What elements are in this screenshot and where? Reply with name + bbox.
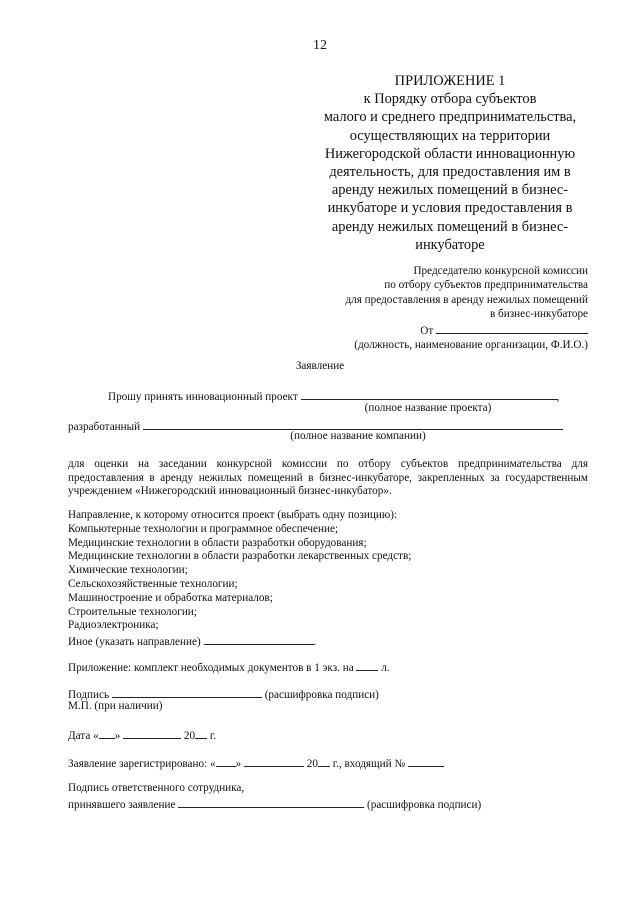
registration-month-field[interactable] bbox=[244, 755, 304, 767]
list-item: Строительные технологии; bbox=[68, 605, 197, 618]
appendix-line: деятельность, для предоставления им в bbox=[329, 164, 571, 181]
registration-close-quote: » bbox=[235, 758, 242, 770]
responsible-label: принявшего заявление bbox=[68, 799, 176, 811]
request-row bbox=[108, 388, 559, 403]
signature-decode: (расшифровка подписи) bbox=[264, 689, 379, 701]
directions-heading: Направление, к которому относится проект (выбрать одну позицию): bbox=[68, 509, 398, 521]
appendix-line: Нижегородской области инновационную bbox=[324, 145, 576, 162]
appendix-line: малого и среднего предпринимательства, bbox=[323, 109, 577, 126]
signature-label: Подпись bbox=[68, 689, 110, 701]
responsible-decode: (расшифровка подписи) bbox=[367, 799, 482, 811]
appendix-line: инкубаторе и условия предоставления в bbox=[327, 200, 573, 217]
addressee-line: Председателю конкурсной комиссии bbox=[413, 265, 588, 277]
responsible-line1: Подпись ответственного сотрудника, bbox=[68, 782, 245, 794]
appendix-line: ПРИЛОЖЕНИЕ 1 bbox=[394, 73, 506, 89]
developed-label: разработанный bbox=[68, 421, 141, 433]
addressee-line: в бизнес-инкубаторе bbox=[489, 308, 588, 321]
registration-number-field[interactable] bbox=[408, 755, 444, 767]
request-suffix: , bbox=[556, 391, 560, 403]
company-name-field[interactable] bbox=[143, 418, 563, 430]
addressee-block bbox=[345, 264, 588, 352]
from-hint: (должность, наименование организации, Ф.И.О.) bbox=[354, 339, 588, 352]
date-day-field[interactable] bbox=[99, 727, 115, 739]
date-row bbox=[68, 727, 216, 742]
responsible-signature-field[interactable] bbox=[178, 796, 364, 808]
date-close-quote: » bbox=[114, 730, 121, 742]
company-name-hint: (полное название компании) bbox=[290, 430, 426, 442]
pages-count-field[interactable] bbox=[356, 659, 378, 671]
from-row bbox=[345, 322, 588, 338]
signature-row bbox=[68, 686, 379, 701]
other-direction-label: Иное (указать направление) bbox=[68, 636, 201, 649]
appendix-line: инкубаторе bbox=[415, 236, 485, 253]
registration-year-prefix: 20 bbox=[306, 758, 318, 770]
date-month-field[interactable] bbox=[123, 727, 181, 739]
appendix-line: аренду нежилых помещений в бизнес- bbox=[331, 182, 569, 199]
list-item: Медицинские технологии в области разработки лекарственных средств; bbox=[68, 550, 412, 563]
attachment-text: Приложение: комплект необходимых документов в 1 экз. на bbox=[68, 662, 354, 674]
appendix-line: к Порядку отбора субъектов bbox=[363, 91, 537, 108]
from-label: От bbox=[420, 324, 434, 337]
date-year-suffix: г. bbox=[209, 730, 216, 742]
list-item: Радиоэлектроника; bbox=[68, 619, 159, 632]
from-field[interactable] bbox=[436, 322, 588, 334]
registration-label: Заявление зарегистрировано: « bbox=[68, 758, 216, 770]
list-item: Сельскохозяйственные технологии; bbox=[68, 577, 238, 590]
attachment-suffix: л. bbox=[381, 662, 390, 674]
other-direction-row bbox=[68, 633, 411, 650]
stamp-note: М.П. (при наличии) bbox=[68, 700, 163, 712]
registration-day-field[interactable] bbox=[216, 755, 236, 767]
purpose-paragraph: для оценки на заседании конкурсной комиссии по отбору субъектов предпринимательства для предоставления в аренду нежилых помещений в бизнес-инкубаторе, закрепленных за государственным учреждением «Нижегородский инновационный бизнес-инкубатор». bbox=[68, 458, 588, 498]
request-prefix: Прошу принять инновационный проект bbox=[108, 391, 298, 403]
list-item: Медицинские технологии в области разработки оборудования; bbox=[68, 536, 367, 549]
registration-row bbox=[68, 755, 444, 770]
list-item: Компьютерные технологии и программное обеспечение; bbox=[68, 522, 339, 535]
addressee-line: по отбору субъектов предпринимательства bbox=[384, 279, 588, 292]
appendix-line: осуществляющих на территории bbox=[349, 127, 551, 144]
project-name-field[interactable] bbox=[301, 388, 557, 400]
other-direction-suffix: . bbox=[313, 636, 317, 649]
appendix-line: аренду нежилых помещений в бизнес- bbox=[331, 218, 569, 235]
responsible-row bbox=[68, 796, 481, 811]
list-item: Машиностроение и обработка материалов; bbox=[68, 591, 273, 604]
project-name-hint: (полное название проекта) bbox=[364, 402, 492, 414]
document-title: Заявление bbox=[295, 360, 345, 372]
list-item: Химические технологии; bbox=[68, 564, 188, 577]
signature-field[interactable] bbox=[112, 686, 262, 698]
other-direction-field[interactable] bbox=[204, 633, 314, 645]
date-year-field[interactable] bbox=[195, 727, 207, 739]
registration-year-suffix: г., входящий № bbox=[332, 758, 406, 770]
date-year-prefix: 20 bbox=[183, 730, 196, 742]
directions-list bbox=[68, 509, 411, 650]
addressee-line: для предоставления в аренду нежилых помещений bbox=[345, 293, 588, 306]
date-label: Дата « bbox=[68, 730, 99, 742]
registration-year-field[interactable] bbox=[318, 755, 330, 767]
page-number: 12 bbox=[313, 38, 327, 53]
attachment-row bbox=[68, 659, 390, 674]
appendix-header bbox=[280, 72, 620, 254]
